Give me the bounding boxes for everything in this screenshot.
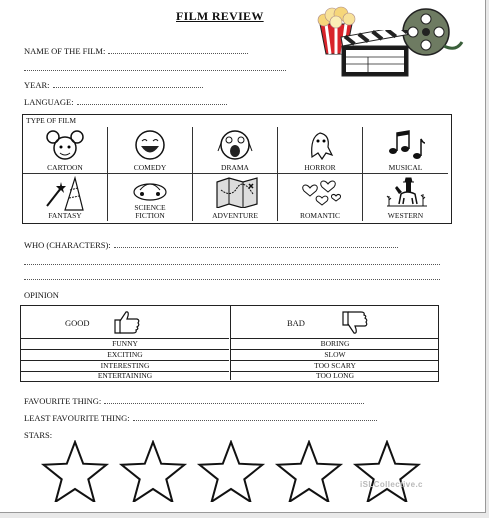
opinion-bad-column (230, 306, 439, 380)
thumbs-down-icon (341, 310, 369, 336)
film-type-label: DRAMA (221, 163, 249, 172)
characters-field[interactable] (24, 240, 398, 250)
film-type-heading: TYPE OF FILM (26, 116, 77, 125)
opinion-good-column (21, 306, 229, 380)
opinion-bad-header (231, 306, 439, 339)
language-label: LANGUAGE: (24, 97, 74, 107)
opinion-bad-item[interactable]: SLOW (231, 350, 439, 361)
hearts-icon (300, 176, 344, 208)
characters-line-2[interactable] (24, 264, 440, 265)
opinion-table (20, 305, 439, 382)
characters-line-3[interactable] (24, 279, 440, 280)
film-type-comedy[interactable] (108, 127, 193, 174)
star-icon[interactable] (196, 440, 266, 502)
stars-label: STARS: (24, 430, 53, 440)
film-name-field[interactable] (24, 46, 248, 56)
star-icon[interactable] (274, 440, 344, 502)
film-type-table (22, 114, 452, 224)
opinion-good-header (21, 306, 229, 339)
film-name-line-2[interactable] (24, 70, 286, 71)
film-type-label: COMEDY (133, 163, 167, 172)
cowboy-horse-icon (385, 176, 429, 208)
film-type-label: FANTASY (48, 211, 82, 220)
year-field[interactable] (24, 80, 203, 90)
film-type-label: ADVENTURE (212, 211, 258, 220)
thumbs-up-icon (113, 309, 141, 335)
favourite-label: FAVOURITE THING: (24, 396, 102, 406)
film-type-label: WESTERN (387, 211, 424, 220)
music-notes-icon (385, 129, 425, 161)
film-type-fantasy[interactable] (23, 174, 108, 221)
opinion-bad-item[interactable]: TOO LONG (316, 371, 354, 380)
crying-face-icon (215, 129, 255, 161)
least-favourite-field[interactable] (24, 413, 377, 423)
opinion-good-item[interactable]: EXCITING (21, 350, 229, 361)
opinion-heading: OPINION (24, 290, 59, 300)
film-type-adventure[interactable] (193, 174, 278, 221)
star-icon[interactable] (352, 440, 422, 502)
star-icon[interactable] (118, 440, 188, 502)
opinion-good-item[interactable]: INTERESTING (21, 361, 229, 372)
film-type-science-fiction[interactable] (108, 174, 193, 221)
film-type-musical[interactable] (363, 127, 448, 174)
least-favourite-label: LEAST FAVOURITE THING: (24, 413, 130, 423)
favourite-field[interactable] (24, 396, 364, 406)
clapperboard-icon (338, 30, 414, 78)
film-type-label: CARTOON (47, 163, 83, 172)
film-type-label-line1: SCIENCE (134, 203, 166, 212)
page-title: FILM REVIEW (176, 9, 264, 23)
watermark: iSLCollective.c (360, 480, 423, 489)
opinion-good-item[interactable]: ENTERTAINING (97, 371, 153, 380)
film-name-label: NAME OF THE FILM: (24, 46, 106, 56)
film-type-label: HORROR (304, 163, 336, 172)
opinion-good-item[interactable]: FUNNY (21, 339, 229, 350)
film-type-label: MUSICAL (388, 163, 423, 172)
film-type-cartoon[interactable] (23, 127, 108, 174)
film-type-horror[interactable] (278, 127, 363, 174)
film-type-label (108, 204, 192, 220)
film-type-western[interactable] (363, 174, 448, 221)
wizard-hat-icon (45, 176, 85, 212)
bad-label: BAD (287, 318, 305, 328)
opinion-bad-item[interactable]: BORING (231, 339, 439, 350)
language-field[interactable] (24, 97, 227, 107)
laughing-face-icon (130, 129, 170, 161)
good-label: GOOD (65, 318, 90, 328)
cartoon-mouse-icon (45, 129, 85, 161)
film-type-drama[interactable] (193, 127, 278, 174)
film-type-label-line2: FICTION (135, 211, 165, 220)
star-icon[interactable] (40, 440, 110, 502)
film-type-label: ROMANTIC (299, 211, 340, 220)
film-type-romantic[interactable] (278, 174, 363, 221)
alien-icon (130, 176, 170, 202)
ghost-icon (300, 129, 340, 161)
treasure-map-icon (215, 176, 259, 208)
year-label: YEAR: (24, 80, 50, 90)
opinion-bad-item[interactable]: TOO SCARY (231, 361, 439, 372)
characters-label: WHO (CHARACTERS): (24, 240, 111, 250)
